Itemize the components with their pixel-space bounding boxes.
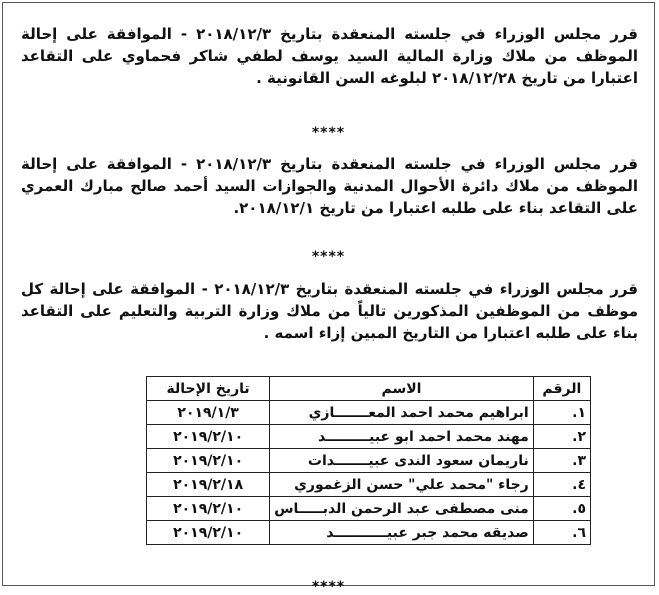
header-number: الرقم: [533, 377, 590, 401]
header-retirement-date: تاريخ الإحالة: [147, 377, 270, 401]
row-date: ٢٠١٩/٢/١٠: [147, 497, 270, 521]
decision-paragraph-3: قرر مجلس الوزراء في جلسته المنعقدة بتاريخ ٢٠١٨/١٢/٣ - الموافقة على إحالة كل موظف من الموظفين المذكورين تالياً من ملاك وزارة التربية والتعليم على التقاعد بناء على طلبه اعتبارا من التاريخ المبين إزاء اسمه .: [21, 280, 638, 342]
row-number: ٣.: [533, 449, 590, 473]
table-row: [147, 497, 591, 521]
row-name: منى مصطفى عبد الرحمن الدبـــــاس: [270, 497, 534, 521]
decision-paragraph-1: قرر مجلس الوزراء في جلسته المنعقدة بتاريخ ٢٠١٨/١٢/٣ - الموافقة على إحالة الموظف من ملاك وزارة المالية السيد يوسف لطفي شاكر فحماوي على التقاعد اعتبارا من تاريخ ٢٠١٨/١٢/٢٨ لبلوغه السن القانونية .: [21, 25, 638, 87]
row-number: ٢.: [533, 425, 590, 449]
row-number: ٥.: [533, 497, 590, 521]
row-number: ٦.: [533, 521, 590, 545]
document-page: [2, 2, 655, 595]
row-name: صديقه محمد جبر عبيـــــــــــد: [270, 521, 534, 545]
table-row: [147, 473, 591, 497]
row-date: ٢٠١٩/٢/١٠: [147, 425, 270, 449]
row-date: ٢٠١٩/٢/١٨: [147, 473, 270, 497]
section-separator: ****: [311, 579, 346, 595]
row-name: ناريمان سعود الندى عبيـــــــدات: [270, 449, 534, 473]
row-number: ٤.: [533, 473, 590, 497]
row-number: ١.: [533, 401, 590, 425]
decision-paragraph-2: قرر مجلس الوزراء في جلسته المنعقدة بتاريخ ٢٠١٨/١٢/٣ - الموافقة على إحالة الموظف من ملاك دائرة الأحوال المدنية والجوازات السيد أحمد صالح مبارك العمري على التقاعد بناء على طلبه اعتبارا من تاريخ ٢٠١٨/١٢/١.: [21, 155, 638, 217]
row-name: ابراهيم محمد احمد المعـــــــازي: [270, 401, 534, 425]
row-name: رجاء "محمد علي" حسن الزغموري: [270, 473, 534, 497]
table-row: [147, 425, 591, 449]
section-separator: ****: [311, 125, 346, 141]
row-date: ٢٠١٩/٢/١٠: [147, 521, 270, 545]
row-date: ٢٠١٩/١/٣: [147, 401, 270, 425]
retirees-table: [146, 376, 591, 545]
table-row: [147, 449, 591, 473]
table-header-row: [147, 377, 591, 401]
row-name: مهند محمد احمد ابو عبيـــــــــد: [270, 425, 534, 449]
section-separator: ****: [311, 249, 346, 265]
row-date: ٢٠١٩/٢/١٠: [147, 449, 270, 473]
header-name: الاسم: [270, 377, 534, 401]
table-row: [147, 401, 591, 425]
table-row: [147, 521, 591, 545]
